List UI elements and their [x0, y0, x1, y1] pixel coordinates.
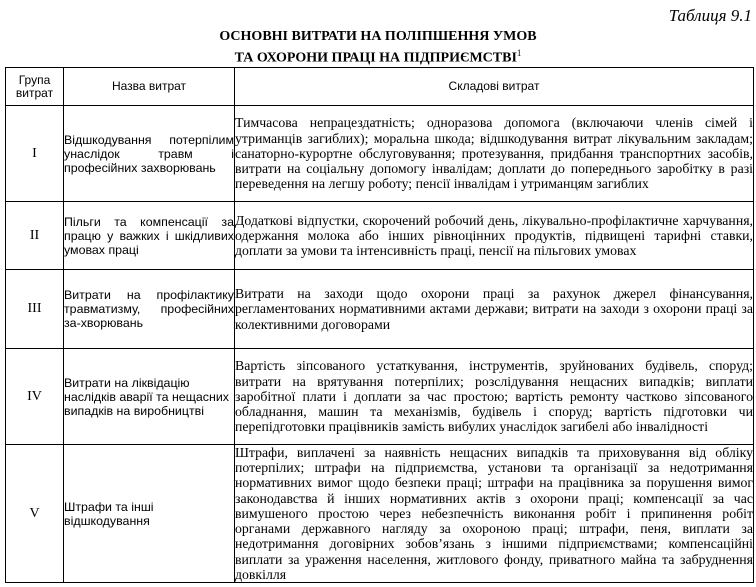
header-name: Назва витрат — [64, 68, 235, 106]
row-expense-name: Витрати на профілактику травматизму, професійних за-хворювань — [64, 270, 235, 349]
row-expense-name: Відшкодування потерпілим унаслідок травм і професійних захворювань — [64, 106, 235, 202]
row-group-number: III — [6, 270, 64, 349]
table-title-line1: ОСНОВНІ ВИТРАТИ НА ПОЛІПШЕННЯ УМОВ — [219, 29, 537, 44]
header-row — [6, 68, 754, 106]
row-expense-name: Штрафи та інші відшкодування — [64, 445, 235, 583]
row-group-number: IV — [6, 349, 64, 445]
table-row — [6, 106, 754, 202]
row-expense-components: Додаткові відпустки, скорочений робочий день, лікувально-профілактичне харчування, одержання молока або інших рівноцінних продуктів, підвищені тарифні ставки, доплати за умови та інтенсивність праці, пенсії на пільгових умовах — [235, 202, 754, 270]
table-title-line2 — [0, 45, 756, 67]
row-group-number: V — [6, 445, 64, 583]
table-title — [0, 28, 756, 67]
expenses-table — [5, 67, 754, 583]
row-group-number: II — [6, 202, 64, 270]
header-components: Складові витрат — [235, 68, 754, 106]
row-expense-name: Витрати на ліквідацію наслідків аварії та нещасних випадків на виробництві — [64, 349, 235, 445]
table-number-label: Таблиця 9.1 — [668, 6, 752, 25]
header-group: Група витрат — [6, 68, 64, 106]
table-row — [6, 349, 754, 445]
row-expense-components: Тимчасова непрацездатність; одноразова допомога (включаючи членів сімей і утриманців загиблих); моральна шкода; відшкодування витрат лікувальним закладам; санаторно-курортне обслуговування; протезування, придбання транспортних засобів, витрати на соціальну допомогу інвалідам; доплати до попереднього заробітку в разі переведення на легшу роботу; пенсії інвалідам і утриманцям загиблих — [235, 106, 754, 202]
row-expense-components: Штрафи, виплачені за наявність нещасних випадків та приховування від обліку потерпілих; штрафи на підприємства, установи та організації за недотримання нормативних вимог щодо безпеки праці; штрафи на працівника за порушення вимог законодавства й інших нормативних актів з охорони праці; компенсації за час вимушеного простою через небезпечність виконання робіт і припинення робіт органами державного нагляду за охороною праці; штрафи, пеня, виплати за недотримання договірних зобов’язань з іншими підприємствами; компенсаційні виплати за ураження населення, житлового фонду, приватного майна та забруднення довкілля — [235, 445, 753, 582]
row-expense-name: Пільги та компенсації за працю у важких і шкідливих умовах праці — [64, 202, 235, 270]
footnote-mark: 1 — [516, 48, 522, 58]
row-expense-components: Витрати на заходи щодо охорони праці за рахунок джерел фінансування, регламентованих нормативними актами держави; витрати на заходи з охорони праці за колективними договорами — [235, 270, 754, 349]
row-group-number: I — [6, 106, 64, 202]
table-title-line2-text: ТА ОХОРОНИ ПРАЦІ НА ПІДПРИЄМСТВІ — [234, 50, 517, 66]
table-row — [6, 270, 754, 349]
row-expense-components: Вартість зіпсованого устаткування, інструментів, зруйнованих будівель, споруд; витрати на врятування потерпілих; розслідування нещасних випадків; виплати заробітної плати і доплати за час простою; вартість ремонту частково зіпсованого обладнання, машин та механізмів, будівель і споруд; вартість підготовки чи перепідготовки працівників замість вибулих унаслідок загибелі або інвалідності — [235, 349, 754, 445]
table-row — [6, 445, 754, 583]
table-row — [6, 202, 754, 270]
